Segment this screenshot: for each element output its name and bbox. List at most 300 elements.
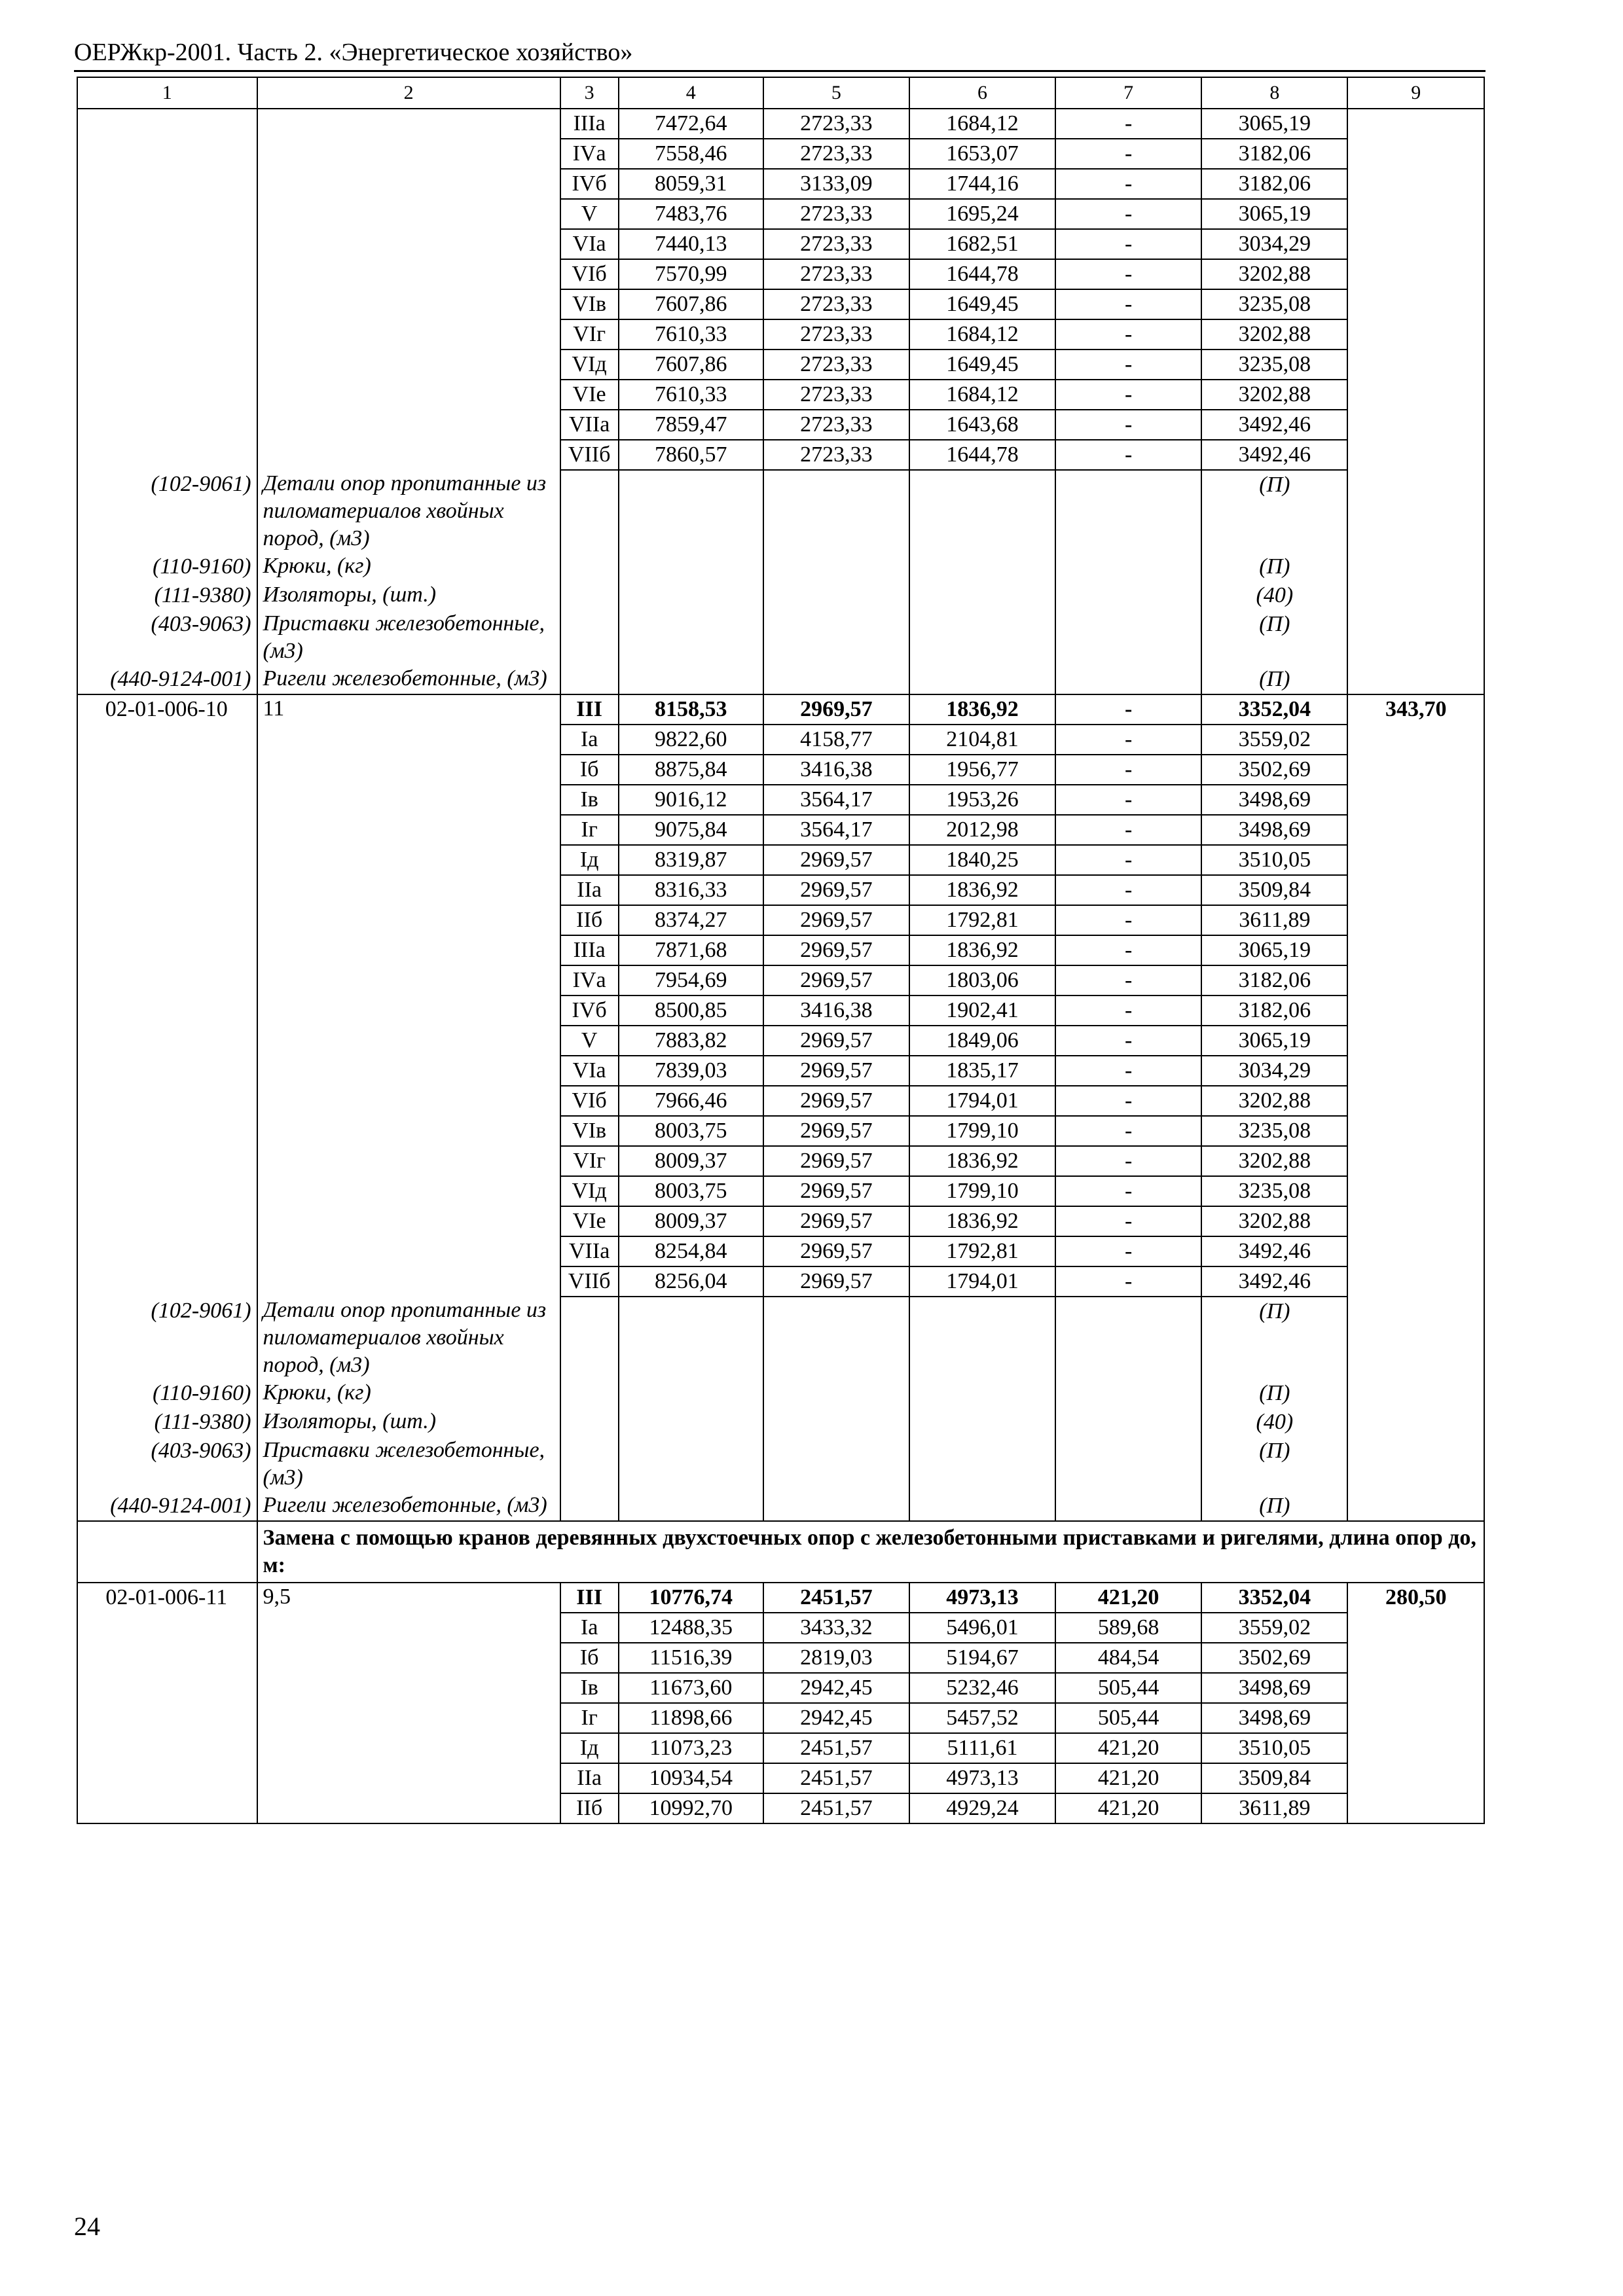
value-cell: 1835,17 — [909, 1056, 1055, 1086]
empty-cell — [909, 1408, 1055, 1437]
value-cell: 2969,57 — [763, 935, 909, 965]
rate-code — [77, 965, 257, 996]
table-row — [77, 1703, 1484, 1733]
table-row — [77, 1763, 1484, 1793]
table-body — [77, 77, 1484, 1823]
rate-code — [77, 380, 257, 410]
value-cell: 3034,29 — [1201, 229, 1347, 259]
value-cell: - — [1055, 785, 1201, 815]
rate-code — [77, 996, 257, 1026]
total-cell: 343,70 — [1347, 694, 1484, 725]
support-length — [257, 1056, 560, 1086]
zone-cell: VIд — [560, 350, 619, 380]
zone-cell: VIб — [560, 1086, 619, 1116]
value-cell: 2969,57 — [763, 905, 909, 935]
value-cell: 3559,02 — [1201, 1613, 1347, 1643]
material-row — [77, 1437, 1484, 1492]
value-cell: 1653,07 — [909, 139, 1055, 169]
value-cell: 3416,38 — [763, 996, 909, 1026]
value-cell: 2969,57 — [763, 1236, 909, 1266]
table-row — [77, 1116, 1484, 1146]
rate-code — [77, 1793, 257, 1823]
total-cell — [1347, 1236, 1484, 1266]
support-length — [257, 905, 560, 935]
empty-cell — [909, 1492, 1055, 1521]
column-number: 2 — [257, 77, 560, 109]
value-cell: 2969,57 — [763, 875, 909, 905]
material-qty: (П) — [1201, 552, 1347, 581]
total-cell — [1347, 1673, 1484, 1703]
empty-cell — [1055, 1492, 1201, 1521]
value-cell: 11516,39 — [619, 1643, 763, 1673]
rate-code — [77, 1146, 257, 1176]
value-cell: 3352,04 — [1201, 1583, 1347, 1613]
zone-cell: IVб — [560, 996, 619, 1026]
value-cell: 3492,46 — [1201, 1236, 1347, 1266]
value-cell: 3498,69 — [1201, 1703, 1347, 1733]
rate-code — [77, 815, 257, 845]
zone-cell: VIд — [560, 1176, 619, 1206]
total-cell — [1347, 350, 1484, 380]
zone-cell: IVа — [560, 139, 619, 169]
value-cell: 9016,12 — [619, 785, 763, 815]
support-length — [257, 755, 560, 785]
table-row — [77, 755, 1484, 785]
value-cell: 2969,57 — [763, 1086, 909, 1116]
total-cell — [1347, 169, 1484, 199]
zone-cell: IVа — [560, 965, 619, 996]
rate-code — [77, 229, 257, 259]
zone-cell: VIIб — [560, 440, 619, 470]
zone-cell: IVб — [560, 169, 619, 199]
total-cell — [1347, 1613, 1484, 1643]
rate-code — [77, 1673, 257, 1703]
empty-cell — [619, 610, 763, 665]
total-cell — [1347, 1026, 1484, 1056]
support-length: 11 — [257, 694, 560, 725]
support-length — [257, 319, 560, 350]
rate-code: 02-01-006-11 — [77, 1583, 257, 1613]
value-cell: 1836,92 — [909, 875, 1055, 905]
value-cell: 3611,89 — [1201, 1793, 1347, 1823]
value-cell: 2104,81 — [909, 725, 1055, 755]
table-row — [77, 785, 1484, 815]
total-cell — [1347, 199, 1484, 229]
material-name: Приставки железобетонные, (м3) — [257, 1437, 560, 1492]
value-cell: 505,44 — [1055, 1673, 1201, 1703]
value-cell: 3416,38 — [763, 755, 909, 785]
value-cell: - — [1055, 875, 1201, 905]
value-cell: 1643,68 — [909, 410, 1055, 440]
value-cell: - — [1055, 229, 1201, 259]
zone-cell: VIа — [560, 1056, 619, 1086]
total-cell — [1347, 1176, 1484, 1206]
rate-code — [77, 785, 257, 815]
value-cell: 3065,19 — [1201, 199, 1347, 229]
table-row — [77, 199, 1484, 229]
support-length: 9,5 — [257, 1583, 560, 1613]
empty-cell — [1055, 581, 1201, 610]
zone-cell: VIг — [560, 319, 619, 350]
material-name: Крюки, (кг) — [257, 1379, 560, 1408]
support-length — [257, 229, 560, 259]
value-cell: 2723,33 — [763, 380, 909, 410]
value-cell: 1744,16 — [909, 169, 1055, 199]
material-code: (102-9061) — [77, 1297, 257, 1379]
support-length — [257, 1733, 560, 1763]
support-length — [257, 965, 560, 996]
value-cell: 9822,60 — [619, 725, 763, 755]
rate-code — [77, 440, 257, 470]
value-cell: 11673,60 — [619, 1673, 763, 1703]
empty-cell — [619, 1437, 763, 1492]
value-cell: 3611,89 — [1201, 905, 1347, 935]
empty-cell — [560, 1492, 619, 1521]
value-cell: 3235,08 — [1201, 1116, 1347, 1146]
support-length — [257, 875, 560, 905]
value-cell: 10992,70 — [619, 1793, 763, 1823]
value-cell: 2723,33 — [763, 289, 909, 319]
empty-cell — [560, 552, 619, 581]
empty-cell — [560, 581, 619, 610]
total-cell — [1347, 815, 1484, 845]
rate-code — [77, 1763, 257, 1793]
value-cell: 1803,06 — [909, 965, 1055, 996]
table-row — [77, 1176, 1484, 1206]
rate-code — [77, 350, 257, 380]
value-cell: 1799,10 — [909, 1116, 1055, 1146]
rate-code — [77, 875, 257, 905]
table-row — [77, 1583, 1484, 1613]
rate-code — [77, 845, 257, 875]
table-row — [77, 845, 1484, 875]
rate-code — [77, 1026, 257, 1056]
material-row — [77, 1297, 1484, 1379]
material-row — [77, 1379, 1484, 1408]
value-cell: 7472,64 — [619, 109, 763, 139]
value-cell: 7871,68 — [619, 935, 763, 965]
section-title: Замена с помощью кранов деревянных двухстоечных опор с железобетонными приставками и ригелями, длина опор до, м: — [257, 1521, 1484, 1583]
value-cell: - — [1055, 289, 1201, 319]
zone-cell: Iг — [560, 815, 619, 845]
empty-cell — [909, 1297, 1055, 1379]
support-length — [257, 1146, 560, 1176]
table-row — [77, 815, 1484, 845]
value-cell: 3502,69 — [1201, 755, 1347, 785]
total-cell — [1347, 965, 1484, 996]
value-cell: 2969,57 — [763, 1056, 909, 1086]
zone-cell: III — [560, 1583, 619, 1613]
rate-code — [77, 1056, 257, 1086]
support-length — [257, 845, 560, 875]
value-cell: 421,20 — [1055, 1793, 1201, 1823]
empty-cell — [1347, 1437, 1484, 1492]
value-cell: 1644,78 — [909, 440, 1055, 470]
empty-cell — [619, 1408, 763, 1437]
value-cell: - — [1055, 996, 1201, 1026]
value-cell: 1953,26 — [909, 785, 1055, 815]
value-cell: 4158,77 — [763, 725, 909, 755]
value-cell: 484,54 — [1055, 1643, 1201, 1673]
page-number: 24 — [74, 2212, 100, 2241]
empty-cell — [763, 665, 909, 694]
total-cell — [1347, 1146, 1484, 1176]
rate-code — [77, 1116, 257, 1146]
support-length — [257, 1703, 560, 1733]
value-cell: - — [1055, 350, 1201, 380]
zone-cell: VIе — [560, 380, 619, 410]
value-cell: - — [1055, 1176, 1201, 1206]
value-cell: 3352,04 — [1201, 694, 1347, 725]
material-code: (440-9124-001) — [77, 1492, 257, 1521]
column-number: 3 — [560, 77, 619, 109]
zone-cell: V — [560, 1026, 619, 1056]
table-row — [77, 289, 1484, 319]
table-row — [77, 440, 1484, 470]
value-cell: 7607,86 — [619, 289, 763, 319]
value-cell: - — [1055, 935, 1201, 965]
value-cell: 2723,33 — [763, 350, 909, 380]
value-cell: 8500,85 — [619, 996, 763, 1026]
zone-cell: VIIа — [560, 1236, 619, 1266]
value-cell: - — [1055, 1116, 1201, 1146]
value-cell: 3065,19 — [1201, 109, 1347, 139]
table-row — [77, 1146, 1484, 1176]
zone-cell: III — [560, 694, 619, 725]
value-cell: - — [1055, 259, 1201, 289]
material-qty: (40) — [1201, 1408, 1347, 1437]
material-row — [77, 581, 1484, 610]
table-row — [77, 229, 1484, 259]
value-cell: 11898,66 — [619, 1703, 763, 1733]
table-row — [77, 1086, 1484, 1116]
value-cell: 2012,98 — [909, 815, 1055, 845]
value-cell: 1684,12 — [909, 109, 1055, 139]
value-cell: 2969,57 — [763, 845, 909, 875]
table-row — [77, 935, 1484, 965]
support-length — [257, 199, 560, 229]
material-name: Изоляторы, (шт.) — [257, 1408, 560, 1437]
empty-cell — [1055, 1408, 1201, 1437]
table-row — [77, 350, 1484, 380]
value-cell: - — [1055, 1056, 1201, 1086]
value-cell: 7610,33 — [619, 380, 763, 410]
value-cell: - — [1055, 815, 1201, 845]
total-cell: 280,50 — [1347, 1583, 1484, 1613]
empty-cell — [1347, 470, 1484, 552]
empty-cell — [1055, 1437, 1201, 1492]
empty-cell — [1347, 1408, 1484, 1437]
value-cell: 1644,78 — [909, 259, 1055, 289]
support-length — [257, 1026, 560, 1056]
value-cell: 1649,45 — [909, 350, 1055, 380]
empty-cell — [560, 610, 619, 665]
material-row — [77, 610, 1484, 665]
rate-code — [77, 259, 257, 289]
value-cell: 3492,46 — [1201, 440, 1347, 470]
value-cell: 10934,54 — [619, 1763, 763, 1793]
zone-cell: Iв — [560, 785, 619, 815]
value-cell: 5496,01 — [909, 1613, 1055, 1643]
support-length — [257, 1116, 560, 1146]
value-cell: 8003,75 — [619, 1176, 763, 1206]
zone-cell: IIIа — [560, 109, 619, 139]
support-length — [257, 935, 560, 965]
support-length — [257, 1236, 560, 1266]
value-cell: 7954,69 — [619, 965, 763, 996]
empty-cell — [619, 665, 763, 694]
column-number: 5 — [763, 77, 909, 109]
table-row — [77, 996, 1484, 1026]
empty-cell — [560, 470, 619, 552]
support-length — [257, 350, 560, 380]
value-cell: 3182,06 — [1201, 169, 1347, 199]
value-cell: 7610,33 — [619, 319, 763, 350]
support-length — [257, 440, 560, 470]
value-cell: 10776,74 — [619, 1583, 763, 1613]
zone-cell: Iб — [560, 755, 619, 785]
value-cell: 3202,88 — [1201, 259, 1347, 289]
rate-code — [77, 905, 257, 935]
total-cell — [1347, 1643, 1484, 1673]
support-length — [257, 996, 560, 1026]
value-cell: 3182,06 — [1201, 139, 1347, 169]
section-title-row — [77, 1521, 1484, 1583]
empty-cell — [77, 1521, 257, 1583]
zone-cell: IIб — [560, 905, 619, 935]
total-cell — [1347, 1793, 1484, 1823]
value-cell: 8256,04 — [619, 1266, 763, 1297]
value-cell: 5457,52 — [909, 1703, 1055, 1733]
table-row — [77, 1643, 1484, 1673]
rate-code — [77, 1236, 257, 1266]
empty-cell — [619, 470, 763, 552]
rate-code — [77, 1613, 257, 1643]
empty-cell — [763, 1408, 909, 1437]
value-cell: 8003,75 — [619, 1116, 763, 1146]
value-cell: 8059,31 — [619, 169, 763, 199]
material-name: Детали опор пропитанные из пиломатериалов хвойных пород, (м3) — [257, 1297, 560, 1379]
total-cell — [1347, 845, 1484, 875]
column-number: 9 — [1347, 77, 1484, 109]
value-cell: - — [1055, 169, 1201, 199]
table-row — [77, 380, 1484, 410]
value-cell: - — [1055, 440, 1201, 470]
material-code: (110-9160) — [77, 1379, 257, 1408]
value-cell: 3564,17 — [763, 815, 909, 845]
value-cell: 2723,33 — [763, 259, 909, 289]
value-cell: - — [1055, 380, 1201, 410]
empty-cell — [909, 581, 1055, 610]
value-cell: 1956,77 — [909, 755, 1055, 785]
value-cell: 3202,88 — [1201, 1086, 1347, 1116]
empty-cell — [1055, 1379, 1201, 1408]
empty-cell — [1347, 581, 1484, 610]
zone-cell: Iб — [560, 1643, 619, 1673]
value-cell: - — [1055, 319, 1201, 350]
column-number: 8 — [1201, 77, 1347, 109]
value-cell: 3202,88 — [1201, 1146, 1347, 1176]
value-cell: 3235,08 — [1201, 350, 1347, 380]
zone-cell: IIа — [560, 875, 619, 905]
total-cell — [1347, 319, 1484, 350]
value-cell: - — [1055, 139, 1201, 169]
value-cell: 2942,45 — [763, 1673, 909, 1703]
material-code: (403-9063) — [77, 1437, 257, 1492]
table-row — [77, 169, 1484, 199]
zone-cell: IIIа — [560, 935, 619, 965]
total-cell — [1347, 1266, 1484, 1297]
value-cell: 1792,81 — [909, 1236, 1055, 1266]
zone-cell: VIIб — [560, 1266, 619, 1297]
rate-code — [77, 1176, 257, 1206]
column-numbers-row — [77, 77, 1484, 109]
value-cell: 2969,57 — [763, 1176, 909, 1206]
value-cell: 421,20 — [1055, 1583, 1201, 1613]
rate-code — [77, 139, 257, 169]
empty-cell — [1347, 665, 1484, 694]
value-cell: 2819,03 — [763, 1643, 909, 1673]
value-cell: 2723,33 — [763, 319, 909, 350]
table-row — [77, 410, 1484, 440]
zone-cell: V — [560, 199, 619, 229]
empty-cell — [909, 1379, 1055, 1408]
value-cell: 589,68 — [1055, 1613, 1201, 1643]
empty-cell — [560, 1437, 619, 1492]
value-cell: 1902,41 — [909, 996, 1055, 1026]
value-cell: 505,44 — [1055, 1703, 1201, 1733]
value-cell: 3182,06 — [1201, 965, 1347, 996]
column-number: 4 — [619, 77, 763, 109]
value-cell: 2451,57 — [763, 1583, 909, 1613]
value-cell: 3202,88 — [1201, 319, 1347, 350]
empty-cell — [1055, 1297, 1201, 1379]
total-cell — [1347, 440, 1484, 470]
support-length — [257, 785, 560, 815]
header-rule — [74, 70, 1486, 72]
empty-cell — [909, 610, 1055, 665]
value-cell: 7966,46 — [619, 1086, 763, 1116]
value-cell: 1836,92 — [909, 694, 1055, 725]
total-cell — [1347, 785, 1484, 815]
zone-cell: VIIа — [560, 410, 619, 440]
value-cell: 3182,06 — [1201, 996, 1347, 1026]
value-cell: 3133,09 — [763, 169, 909, 199]
table-row — [77, 905, 1484, 935]
zone-cell: Iд — [560, 1733, 619, 1763]
value-cell: 1649,45 — [909, 289, 1055, 319]
material-row — [77, 1408, 1484, 1437]
empty-cell — [909, 1437, 1055, 1492]
zone-cell: Iв — [560, 1673, 619, 1703]
total-cell — [1347, 109, 1484, 139]
material-code: (440-9124-001) — [77, 665, 257, 694]
value-cell: 3564,17 — [763, 785, 909, 815]
empty-cell — [763, 552, 909, 581]
rates-table — [77, 77, 1485, 1824]
zone-cell: Iг — [560, 1703, 619, 1733]
value-cell: - — [1055, 1206, 1201, 1236]
table-row — [77, 259, 1484, 289]
value-cell: 2969,57 — [763, 1206, 909, 1236]
empty-cell — [560, 1297, 619, 1379]
value-cell: 7558,46 — [619, 139, 763, 169]
support-length — [257, 1613, 560, 1643]
value-cell: 3510,05 — [1201, 845, 1347, 875]
rate-code — [77, 289, 257, 319]
value-cell: 2451,57 — [763, 1733, 909, 1763]
value-cell: 7859,47 — [619, 410, 763, 440]
